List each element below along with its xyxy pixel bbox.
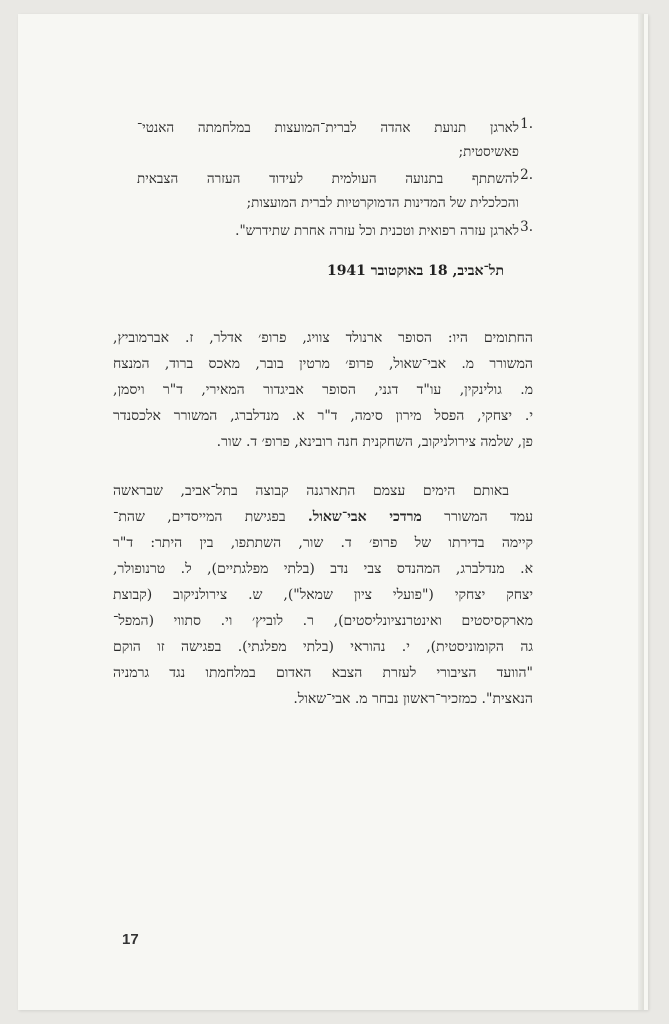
- list-item-3-line-1: לארגן עזרה רפואית וטכנית וכל עזרה אחרת שתידרש".: [235, 223, 519, 239]
- group-line-9: הנאצית". כמזכיר־ראשון נבחר מ. אבי־שאול.: [293, 691, 533, 707]
- list-number-1: 1.: [520, 116, 533, 132]
- list-item-2-line-1: להשתתף בתנועה העולמית לעידוד העזרה הצבאית: [137, 171, 519, 187]
- founder-name: מרדכי אבי־שאול.: [307, 509, 422, 525]
- list-item-1-line-2: פאשיסטית;: [458, 144, 519, 160]
- group-paragraph: [113, 478, 533, 712]
- group-line-1: באותם הימים עצמם התארגנה קבוצה בתל־אביב, שבראשה: [113, 483, 509, 499]
- list-item-2: [137, 167, 519, 215]
- list-number-3: 3.: [520, 219, 533, 235]
- group-line-2-start: עמד המשורר: [421, 509, 533, 525]
- list-item-2-line-2: והכלכלית של המדינות הדמוקרטיות לברית המועצות;: [246, 195, 519, 211]
- list-item-3: [235, 219, 519, 243]
- group-line-3: קיימה בדירתו של פרופ׳ ד. שור, השתתפו, בין היתר: ד"ר: [113, 535, 533, 551]
- signatories-line-2: המשורר מ. אבי־שאול, פרופ׳ מרטין בובר, מאכס ברוד, המנצח: [113, 356, 533, 372]
- list-item-1: [137, 116, 519, 164]
- signatories-paragraph: [113, 325, 533, 455]
- signatories-line-1: החתומים היו: הסופר ארנולד צוויג, פרופ׳ אדלר, ז. אברמוביץ,: [113, 330, 533, 346]
- page-edge: [638, 14, 644, 1010]
- dateline: תל־אביב, 18 באוקטובר 1941: [326, 263, 504, 279]
- signatories-line-4: י. יצחקי, הפסל מירון סימה, ד"ר א. מנדלברג, המשורר אלכסנדר: [113, 408, 533, 424]
- signatories-line-5: פן, שלמה צירולניקוב, השחקנית חנה רובינא, פרופ׳ ד. שור.: [216, 434, 533, 450]
- group-line-6: מארקסיסטים ואינטרנציונליסטים), ר. לוביץ׳ וי. סתווי (המפל־: [113, 613, 533, 629]
- group-line-4: א. מנדלברג, המהנדס צבי נדב (בלתי מפלגתיים), ל. טרנופולר,: [113, 561, 533, 577]
- group-line-8: "הוועד הציבורי לעזרת הצבא האדום במלחמתו נגד גרמניה: [113, 665, 533, 681]
- list-number-2: 2.: [520, 167, 533, 183]
- group-line-5: יצחק יצחקי ("פועלי ציון שמאל"), ש. צירולניקוב (קבוצת: [113, 587, 533, 603]
- signatories-line-3: מ. גולינקין, עו"ד דגני, הסופר אביגדור המאירי, ד"ר ויסמן,: [113, 382, 533, 398]
- group-line-7: גה הקומוניסטית), י. נהוראי (בלתי מפלגתי). בפגישה זו הוקם: [113, 639, 533, 655]
- group-line-2: [113, 504, 533, 530]
- page-number: 17: [122, 931, 139, 948]
- list-item-1-line-1: לארגן תנועת אהדה לברית־המועצות במלחמתה האנטי־: [137, 120, 519, 136]
- group-line-2-end: בפגישת המייסדים, שהת־: [113, 509, 308, 525]
